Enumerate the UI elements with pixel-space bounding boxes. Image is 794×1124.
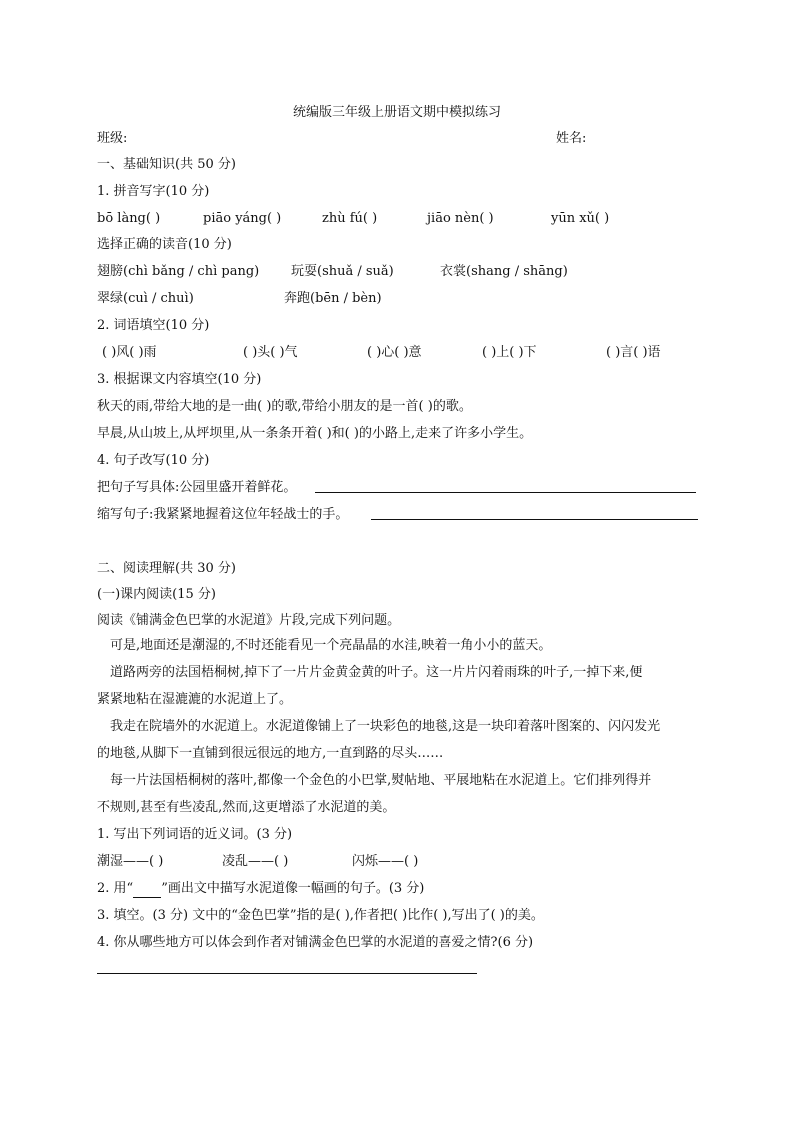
idiom-item: ( )头( )气	[243, 345, 298, 360]
passage-paragraph: 可是,地面还是潮湿的,不时还能看见一个亮晶晶的水洼,映着一角小小的蓝天。	[110, 638, 552, 653]
q3-line: 秋天的雨,带给大地的是一曲( )的歌,带给小朋友的是一首( )的歌。	[97, 399, 472, 414]
answer-line	[315, 492, 696, 493]
q4-heading: 4. 句子改写(10 分)	[97, 453, 210, 468]
choose-item: 奔跑(bēn / bèn)	[284, 291, 382, 306]
pinyin-item: bō làng( )	[97, 211, 161, 226]
passage-paragraph: 紧紧地粘在湿漉漉的水泥道上了。	[97, 692, 293, 707]
synonym-item: 闪烁——( )	[352, 854, 419, 869]
reading-q1: 1. 写出下列词语的近义词。(3 分)	[97, 827, 293, 842]
underline-sample	[133, 883, 161, 898]
q3-heading: 3. 根据课文内容填空(10 分)	[97, 372, 262, 387]
idiom-item: ( )言( )语	[606, 345, 661, 360]
pinyin-item: zhù fú( )	[322, 211, 378, 226]
idiom-item: ( )上( )下	[482, 345, 537, 360]
answer-line	[97, 973, 477, 974]
synonym-item: 凌乱——( )	[222, 854, 289, 869]
passage-paragraph: 不规则,甚至有些凌乱,然而,这更增添了水泥道的美。	[97, 800, 396, 815]
name-label: 姓名:	[556, 131, 587, 146]
part2-subheading: (一)课内阅读(15 分)	[97, 587, 216, 602]
part1-heading: 一、基础知识(共 50 分)	[97, 157, 236, 172]
reading-instruction: 阅读《铺满金色巴掌的水泥道》片段,完成下列问题。	[97, 613, 401, 628]
choose-heading: 选择正确的读音(10 分)	[97, 237, 232, 252]
passage-paragraph: 每一片法国梧桐树的落叶,都像一个金色的小巴掌,熨帖地、平展地粘在水泥道上。它们排列得并	[110, 773, 652, 788]
q4-line: 把句子写具体:公园里盛开着鲜花。	[97, 480, 297, 495]
reading-q3: 3. 填空。(3 分) 文中的“金色巴掌”指的是( ),作者把( )比作( ),写出了( )的美。	[97, 908, 544, 923]
q1-heading: 1. 拼音写字(10 分)	[97, 184, 210, 199]
choose-item: 翅膀(chì bǎng / chì pang)	[97, 264, 260, 279]
passage-paragraph: 道路两旁的法国梧桐树,掉下了一片片金黄金黄的叶子。这一片片闪着雨珠的叶子,一掉下来,便	[110, 665, 643, 680]
passage-paragraph: 我走在院墙外的水泥道上。水泥道像铺上了一块彩色的地毯,这是一块印着落叶图案的、闪闪发光	[110, 719, 661, 734]
q3-line: 早晨,从山坡上,从坪坝里,从一条条开着( )和( )的小路上,走来了许多小学生。	[97, 426, 533, 441]
choose-item: 衣裳(shang / shāng)	[440, 264, 568, 279]
reading-q4: 4. 你从哪些地方可以体会到作者对铺满金色巴掌的水泥道的喜爱之情?(6 分)	[97, 935, 534, 950]
reading-q2-pre: 2. 用“	[97, 881, 134, 896]
q2-heading: 2. 词语填空(10 分)	[97, 318, 210, 333]
pinyin-item: jiāo nèn( )	[427, 211, 494, 226]
reading-q2	[97, 880, 424, 898]
pinyin-item: yūn xǔ( )	[551, 211, 610, 226]
page-title: 统编版三年级上册语文期中模拟练习	[292, 105, 501, 120]
choose-item: 翠绿(cuì / chuì)	[97, 291, 194, 306]
idiom-item: ( )风( )雨	[102, 345, 157, 360]
class-label: 班级:	[97, 131, 128, 146]
choose-item: 玩耍(shuǎ / suǎ)	[291, 264, 394, 279]
passage-paragraph: 的地毯,从脚下一直铺到很远很远的地方,一直到路的尽头……	[97, 746, 444, 761]
idiom-item: ( )心( )意	[367, 345, 422, 360]
answer-line	[371, 519, 698, 520]
reading-q2-post: ”画出文中描写水泥道像一幅画的句子。(3 分)	[161, 881, 425, 896]
part2-heading: 二、阅读理解(共 30 分)	[97, 561, 236, 576]
pinyin-item: piāo yáng( )	[203, 211, 282, 226]
synonym-item: 潮湿——( )	[97, 854, 164, 869]
q4-line: 缩写句子:我紧紧地握着这位年轻战士的手。	[97, 507, 349, 522]
